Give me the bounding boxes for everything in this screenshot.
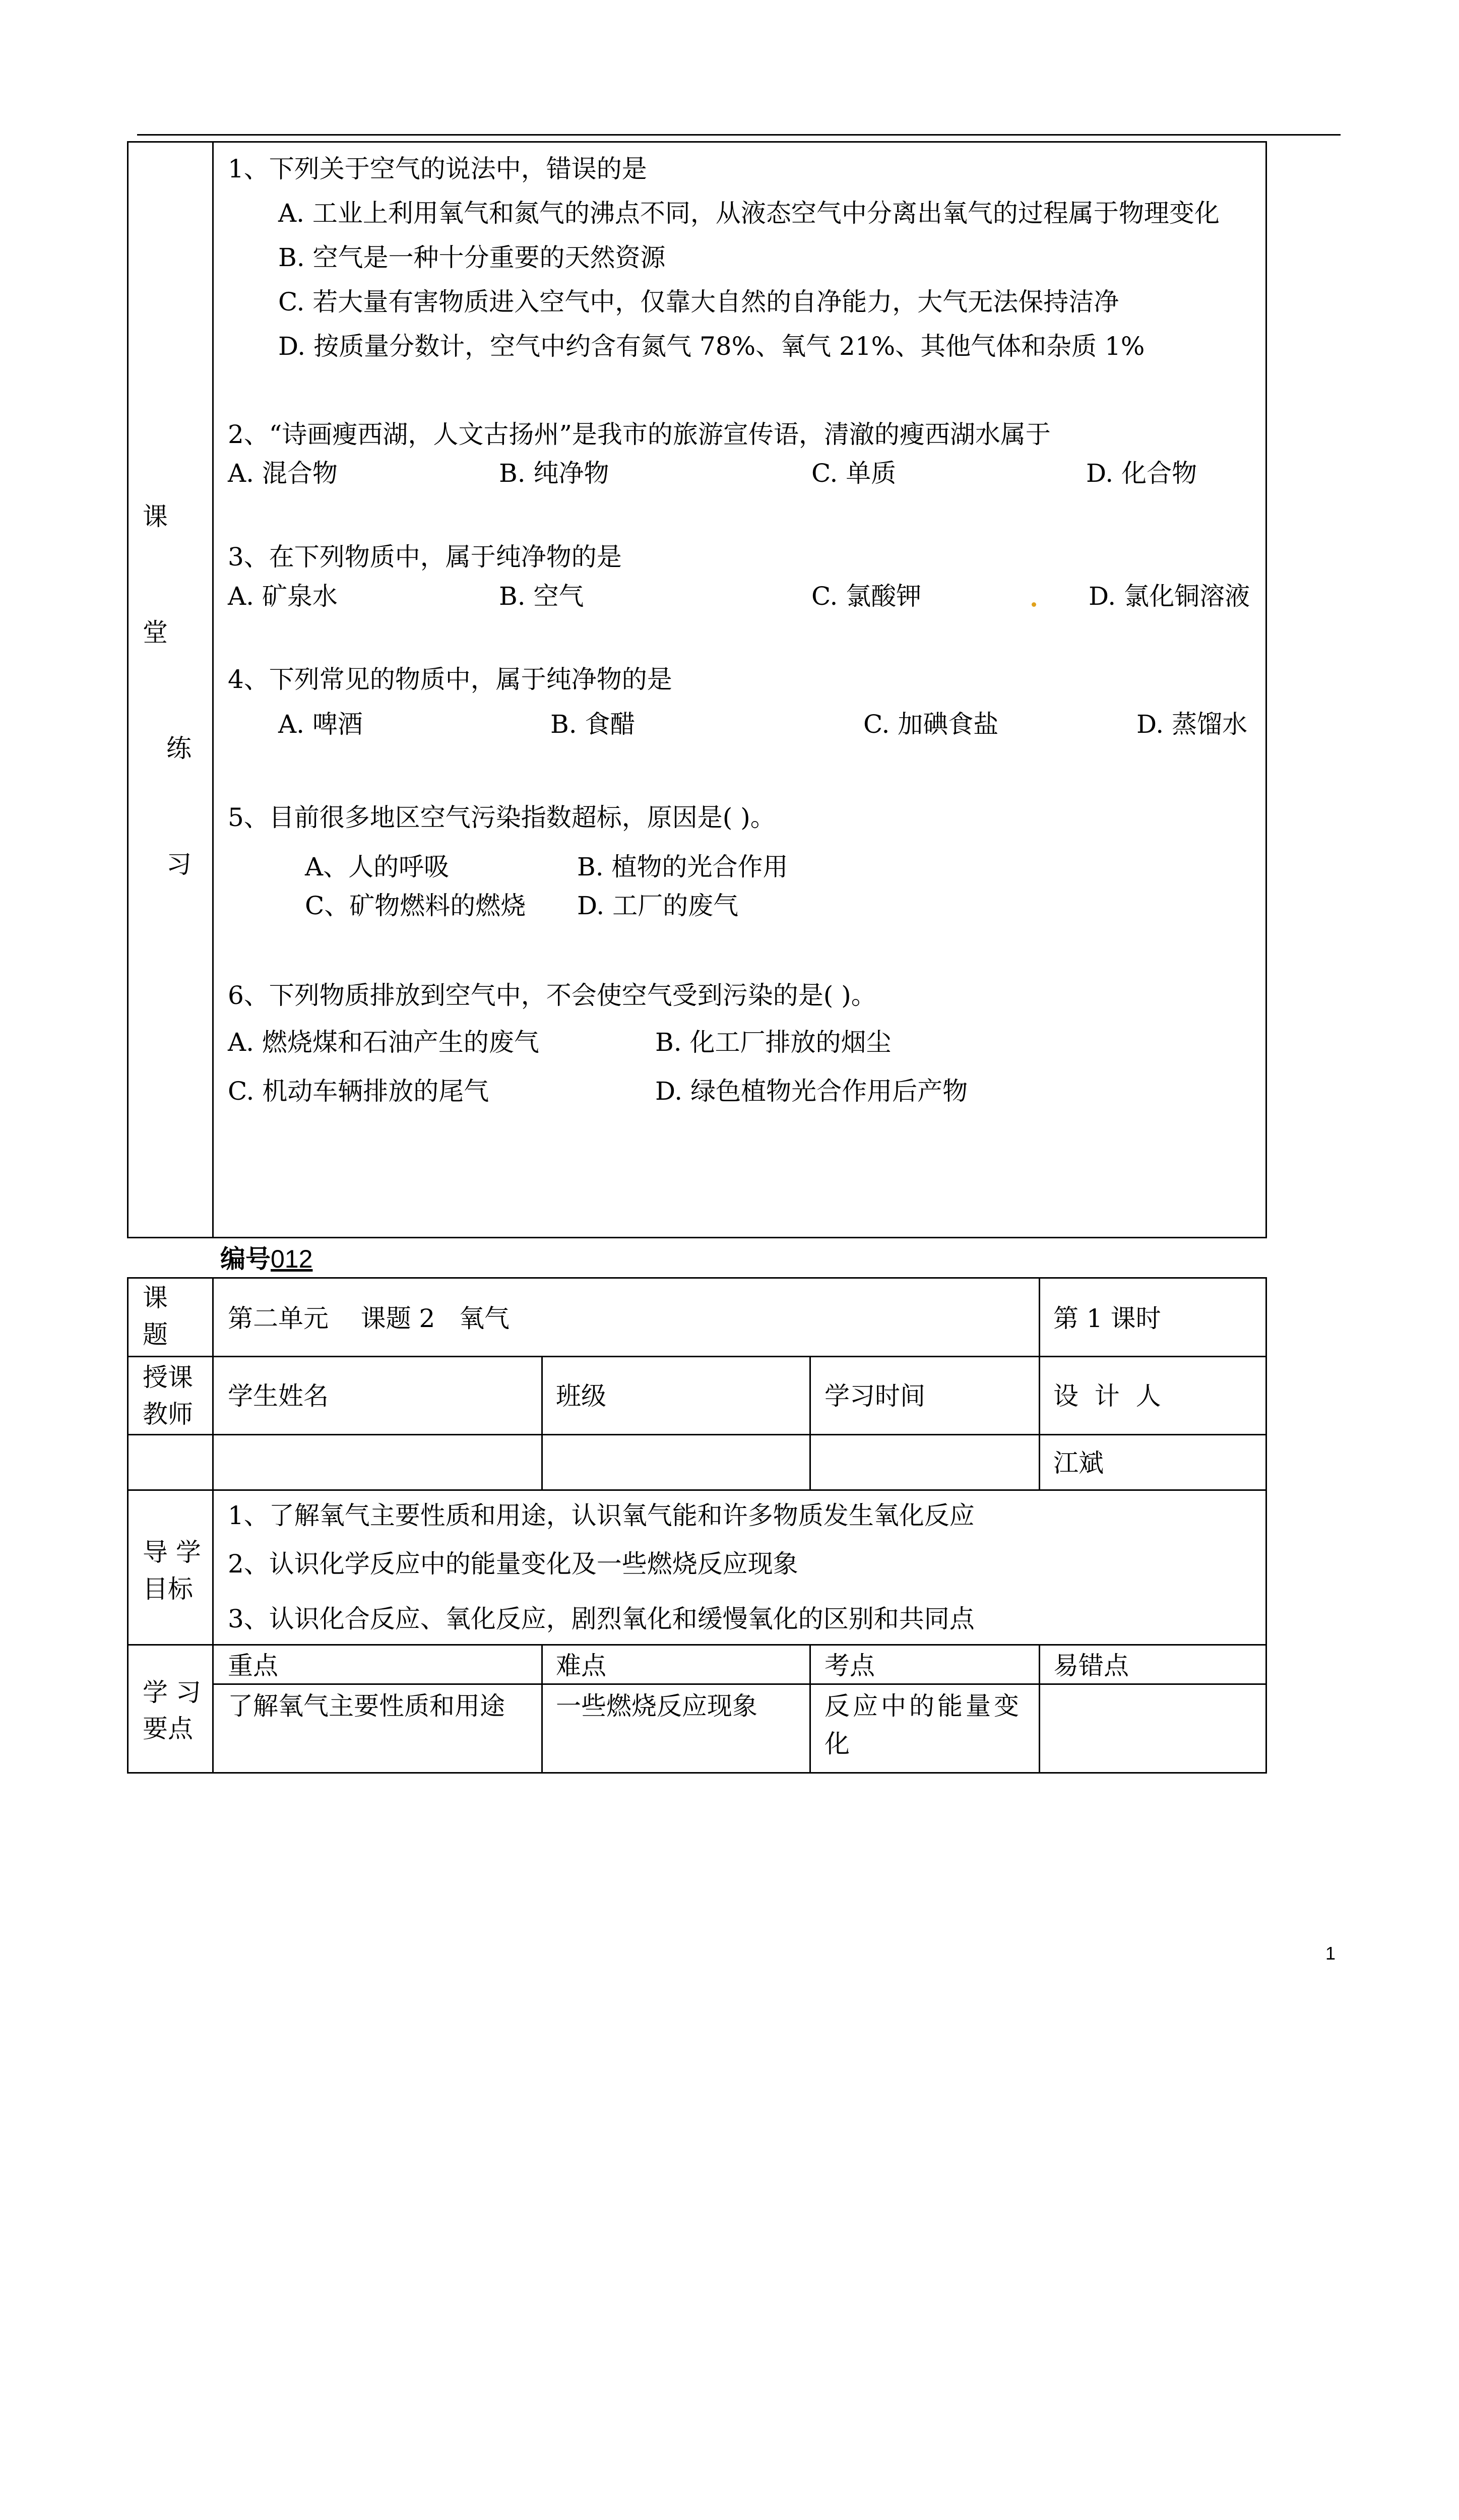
practice-side-label-2: 堂 bbox=[143, 618, 168, 647]
topic-label-2: 题 bbox=[143, 1320, 168, 1349]
question-4-option-b: B. 食醋 bbox=[550, 710, 636, 739]
question-6-option-d: D. 绿色植物光合作用后产物 bbox=[655, 1077, 968, 1106]
question-3-option-d: D. 氯化铜溶液 bbox=[1089, 582, 1250, 611]
question-1-option-b: B. 空气是一种十分重要的天然资源 bbox=[278, 243, 666, 272]
goals-label-2: 目标 bbox=[143, 1574, 193, 1604]
points-label-2: 要点 bbox=[143, 1714, 193, 1743]
question-1-option-d: D. 按质量分数计，空气中约含有氮气 78%、氧气 21%、其他气体和杂质 1% bbox=[278, 332, 1145, 361]
question-2-option-c: C. 单质 bbox=[811, 459, 897, 488]
question-3-stem: 3、在下列物质中，属于纯净物的是 bbox=[228, 542, 622, 572]
lesson-period: 第 1 课时 bbox=[1053, 1304, 1161, 1333]
goal-2: 2、认识化学反应中的能量变化及一些燃烧反应现象 bbox=[228, 1549, 798, 1579]
question-5-option-c: C、矿物燃料的燃烧 bbox=[305, 891, 526, 920]
question-4-option-c: C. 加碘食盐 bbox=[863, 710, 999, 739]
points-value-key: 了解氧气主要性质和用途 bbox=[228, 1691, 505, 1721]
orange-dot-mark bbox=[1032, 602, 1036, 607]
question-3-option-c: C. 氯酸钾 bbox=[811, 582, 922, 611]
question-2-stem: 2、“诗画瘦西湖，人文古扬州”是我市的旅游宣传语，清澈的瘦西湖水属于 bbox=[228, 420, 1051, 449]
question-6-stem: 6、下列物质排放到空气中，不会使空气受到污染的是( )。 bbox=[228, 981, 876, 1010]
goals-label-1: 导 学 bbox=[143, 1538, 201, 1567]
question-1-option-a: A. 工业上利用氧气和氮气的沸点不同，从液态空气中分离出氧气的过程属于物理变化 bbox=[278, 199, 1220, 228]
page-number: 1 bbox=[1325, 1943, 1336, 1964]
question-4-stem: 4、下列常见的物质中，属于纯净物的是 bbox=[228, 665, 672, 694]
question-3-option-b: B. 空气 bbox=[499, 582, 584, 611]
teacher-label-1: 授课 bbox=[143, 1363, 193, 1392]
practice-side-label-3: 练 bbox=[166, 734, 192, 763]
question-5-option-a: A、人的呼吸 bbox=[305, 852, 450, 881]
points-header-key: 重点 bbox=[228, 1651, 278, 1680]
study-time-label: 学习时间 bbox=[824, 1381, 925, 1411]
topic-label-1: 课 bbox=[143, 1283, 168, 1312]
question-5-option-b: B. 植物的光合作用 bbox=[577, 852, 788, 881]
practice-side-label-4: 习 bbox=[166, 850, 192, 879]
points-header-difficult: 难点 bbox=[556, 1651, 606, 1680]
goal-1: 1、了解氧气主要性质和用途，认识氧气能和许多物质发生氧化反应 bbox=[228, 1501, 975, 1530]
student-name-label: 学生姓名 bbox=[228, 1381, 329, 1411]
lesson-topic: 第二单元 课题 2 氧气 bbox=[228, 1304, 510, 1333]
serial-label: 编号 bbox=[220, 1244, 271, 1274]
question-6-option-b: B. 化工厂排放的烟尘 bbox=[655, 1028, 892, 1057]
points-value-exam-line-2: 化 bbox=[824, 1729, 850, 1758]
question-3-option-a: A. 矿泉水 bbox=[228, 582, 338, 611]
designer-label: 设 计 人 bbox=[1053, 1381, 1161, 1411]
goal-3: 3、认识化合反应、氧化反应，剧烈氧化和缓慢氧化的区别和共同点 bbox=[228, 1604, 975, 1633]
practice-side-label-1: 课 bbox=[143, 502, 168, 531]
serial-number: 012 bbox=[271, 1245, 313, 1273]
points-label-1: 学 习 bbox=[143, 1678, 201, 1707]
question-2-option-a: A. 混合物 bbox=[228, 459, 338, 488]
question-4-option-d: D. 蒸馏水 bbox=[1136, 710, 1248, 739]
header-rule bbox=[137, 134, 1341, 136]
designer-name: 江斌 bbox=[1053, 1448, 1104, 1478]
question-5-option-d: D. 工厂的废气 bbox=[577, 891, 739, 920]
teacher-label-2: 教师 bbox=[143, 1400, 193, 1429]
class-label: 班级 bbox=[556, 1381, 606, 1411]
points-value-difficult: 一些燃烧反应现象 bbox=[556, 1691, 757, 1721]
points-header-error-prone: 易错点 bbox=[1053, 1651, 1129, 1680]
question-4-option-a: A. 啤酒 bbox=[278, 710, 363, 739]
question-2-option-d: D. 化合物 bbox=[1086, 459, 1197, 488]
question-6-option-c: C. 机动车辆排放的尾气 bbox=[228, 1077, 489, 1106]
question-5-stem: 5、目前很多地区空气污染指数超标，原因是( )。 bbox=[228, 803, 776, 832]
points-header-exam: 考点 bbox=[824, 1651, 875, 1680]
question-1-stem: 1、下列关于空气的说法中，错误的是 bbox=[228, 154, 647, 183]
question-6-option-a: A. 燃烧煤和石油产生的废气 bbox=[228, 1028, 539, 1057]
question-2-option-b: B. 纯净物 bbox=[499, 459, 609, 488]
question-1-option-c: C. 若大量有害物质进入空气中，仅靠大自然的自净能力，大气无法保持洁净 bbox=[278, 287, 1119, 317]
points-value-exam-line-1: 反应中的能量变 bbox=[824, 1691, 1022, 1721]
